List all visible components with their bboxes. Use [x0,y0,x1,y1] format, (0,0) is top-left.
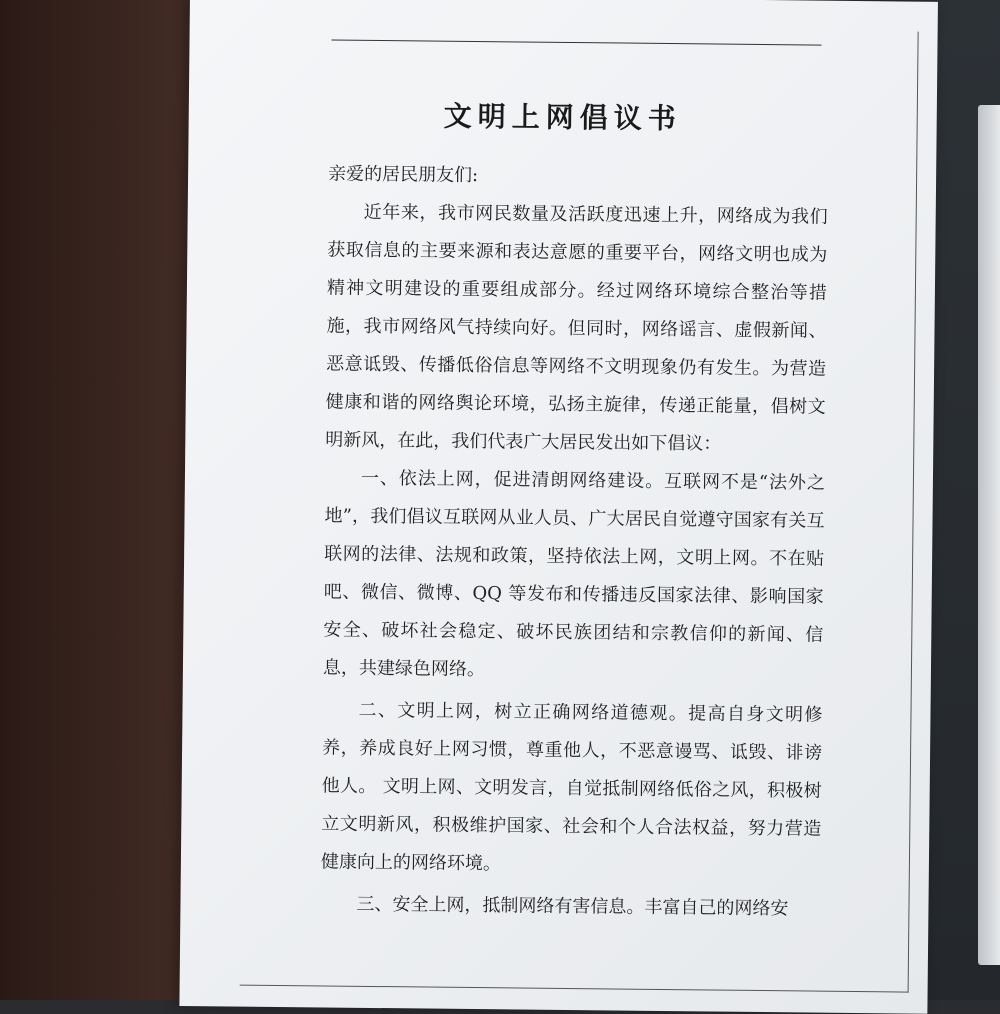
paper-sheet [179,0,938,1014]
paragraph-safe-internet: 三、安全上网，抵制网络有害信息。丰富自己的网络安 [356,893,789,920]
adjacent-sheet-edge [978,105,1000,965]
paragraph-intro: 近年来，我市网民数量及活跃度迅速上升，网络成为我们获取信息的主要来源和表达意愿的重要平台，网络文明也成为精神文明建设的重要组成部分。经过网络环境综合整治等措施，我市网络风气持续向好。但同时，网络谣言、虚假新闻、恶意诋毁、传播低俗信息等网络不文明现象仍有发生。为营造健康和谐的网络舆论环境，弘扬主旋律，传递正能量，倡树文明新风，在此，我们代表广大居民发出如下倡议： [325,201,828,455]
document-body [320,155,828,928]
paragraph-civilized-internet: 二、文明上网，树立正确网络道德观。提高自身文明修养，养成良好上网习惯，尊重他人，不恶意谩骂、诋毁、诽谤他人。 文明上网、文明发言，自觉抵制网络低俗之风，积极树立文明新风，积极维护国家、社会和个人合法权益，努力营造健康向上的网络环境。 [320,699,823,875]
paragraph-lawful-internet: 一、依法上网，促进清朗网络建设。互联网不是“法外之地”，我们倡议互联网从业人员、广大居民自觉遵守国家有关互联网的法律、法规和政策，坚持依法上网，文明上网。不在贴吧、微信、微博、QQ 等发布和传播违反国家法律、影响国家安全、破坏社会稳定、破坏民族团结和宗教信仰的新闻、信息，共建绿色网络。 [322,467,826,681]
salutation: 亲爱的居民朋友们: [328,163,479,187]
document-title: 文明上网倡议书 [443,99,682,136]
